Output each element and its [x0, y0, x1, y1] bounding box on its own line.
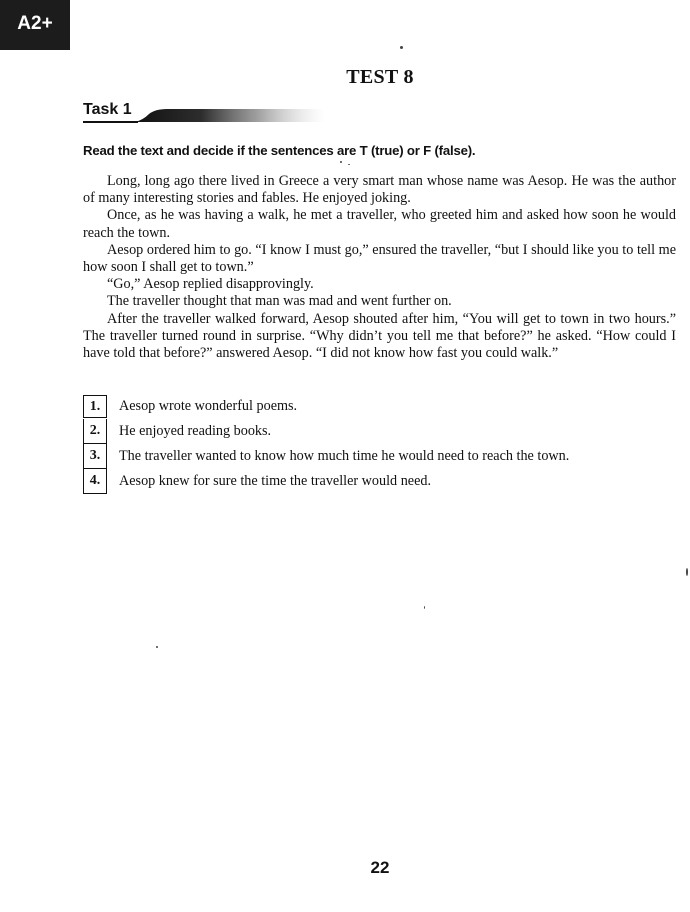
statement-number: 1.	[83, 395, 107, 418]
reading-text	[83, 173, 676, 362]
test-title: TEST 8	[346, 66, 414, 88]
statement-text: The traveller wanted to know how much time he would need to reach the town.	[119, 448, 570, 464]
task-underline	[83, 121, 138, 123]
statement-item	[83, 469, 683, 494]
statement-number: 4.	[83, 469, 107, 494]
task-header-bar	[135, 106, 325, 126]
statement-text: He enjoyed reading books.	[119, 423, 272, 439]
page-number: 22	[370, 858, 390, 877]
level-badge	[0, 0, 70, 50]
reading-paragraph: Once, as he was having a walk, he met a traveller, who greeted him and asked how soon he would reach the town.	[83, 207, 676, 241]
scan-speck	[348, 164, 350, 165]
level-label: A2+	[17, 13, 53, 34]
scan-speck	[686, 568, 688, 576]
scan-speck	[424, 606, 425, 609]
reading-paragraph: The traveller thought that man was mad and went further on.	[107, 293, 452, 310]
reading-paragraph: “Go,” Aesop replied disapprovingly.	[107, 276, 314, 293]
task-instruction: Read the text and decide if the sentences are T (true) or F (false).	[83, 143, 476, 158]
scan-speck	[156, 646, 158, 648]
scan-speck	[340, 161, 342, 163]
statement-item	[83, 444, 683, 469]
task-header	[83, 101, 323, 127]
reading-paragraph: Aesop ordered him to go. “I know I must go,” ensured the traveller, “but I should like you to tell me how soon I shall get to town.”	[83, 241, 676, 276]
reading-paragraph: After the traveller walked forward, Aesop shouted after him, “You will get to town in two hours.” The traveller turned round in surprise. “Why didn’t you tell me that before?” he asked. “How could I have told that before?” answered Aesop. “I did not know how fast you could walk.”	[83, 310, 676, 362]
statement-item	[83, 419, 683, 444]
statement-text: Aesop knew for sure the time the traveller would need.	[119, 473, 432, 489]
statement-item	[83, 394, 683, 419]
statement-number: 2.	[83, 419, 107, 444]
reading-paragraph: Long, long ago there lived in Greece a very smart man whose name was Aesop. He was the author of many interesting stories and fables. He enjoyed joking.	[83, 173, 676, 207]
statement-text: Aesop wrote wonderful poems.	[119, 398, 298, 414]
statement-list	[83, 394, 683, 494]
scan-speck	[400, 46, 403, 49]
statement-number: 3.	[83, 444, 107, 469]
task-label: Task 1	[83, 101, 132, 118]
